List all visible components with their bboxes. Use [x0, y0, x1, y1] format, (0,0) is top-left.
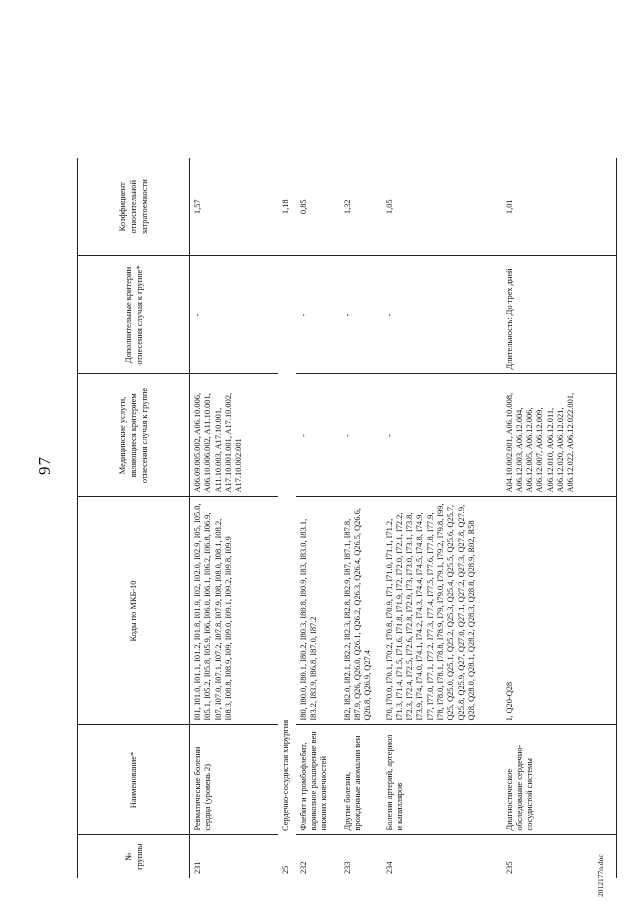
cell-services: A04.10.002.001, A06.10.008, A06.12.003, A06.12.004, A06.12.005, A06.12.006, A06.12.007, A06.12.009, A06.12.010, A06.12.011, A06.12.020, A06.12.021, A06.12.022, A06.12.022.001, [502, 374, 617, 497]
cell-section-name: Сердечно-сосудистая хирургия [280, 719, 290, 831]
table-row [340, 158, 382, 878]
cell-coef: 0,85 [296, 158, 340, 256]
cell-services: A06.09.005.002, A06.10.006, A06.10.006.002, A11.10.001, A11.10.003, A17.10.001, A17.10.001.001, A17.10.002, A17.10.002.001 [190, 374, 278, 497]
header-num: № группы [78, 835, 190, 878]
cell-codes: I80, I80.0, I80.1, I80.2, I80.3, I80.8, I80.9, I83, I83.0, I83.1, I83.2, I83.9, I86.8, I87.0, I87.2 [296, 497, 340, 725]
cell-services: - [340, 374, 382, 497]
header-criteria: Дополнительные критерии отнесения случая к группе* [78, 256, 190, 374]
cell-coef: 1,32 [340, 158, 382, 256]
cell-criteria: - [382, 256, 502, 374]
cell-num: 233 [342, 861, 352, 874]
header-services: Медицинские услуги, являющиеся критерием отнесения случая к группе [78, 374, 190, 497]
cell-criteria: Длительность: До трех дней [502, 256, 617, 374]
table-header-row [78, 158, 190, 878]
cell-num: 235 [502, 835, 617, 878]
cell-num: 234 [384, 861, 394, 874]
ksg-table [77, 158, 617, 878]
cell-coef: 1,05 [382, 158, 502, 256]
cell-services: - [296, 374, 340, 497]
cell-codes: I82, I82.0, I82.1, I82.2, I82.3, I82.8, I82.9, I87, I87.1, I87.8, I87.9, Q26, Q26.0, Q26.1, Q26.2, Q26.3, Q26.4, Q26.5, Q26.6, Q26.8, Q26.9, Q27.4 [340, 497, 382, 725]
table-row [296, 158, 340, 878]
table-row [382, 158, 502, 878]
header-coef: Коэффициент относительной затратоемкости [78, 158, 190, 256]
cell-num: 231 [193, 861, 202, 874]
cell-coef: 1,01 [502, 158, 617, 256]
header-name: Наименование* [78, 725, 190, 835]
cell-services: - [382, 374, 502, 497]
table-row [190, 158, 278, 878]
footer-filename: 2012177o.doc [596, 854, 605, 897]
table-row [502, 158, 617, 878]
cell-coef: 1,57 [190, 158, 278, 256]
cell-codes: I, Q20-Q28 [502, 497, 617, 725]
cell-name: Диагностическое обследование сердечно-сосудистой системы [502, 725, 617, 835]
cell-name: Другие болезни, врожденные аномалии вен [340, 725, 382, 835]
header-codes: Коды по МКБ-10 [78, 497, 190, 725]
cell-criteria: - [340, 256, 382, 374]
cell-criteria: - [190, 256, 278, 374]
cell-criteria: - [296, 256, 340, 374]
table-row [278, 158, 296, 878]
cell-name: Болезни артерий, артериол и капилляров [382, 725, 502, 835]
cell-codes: I01, I01.0, I01.1, I01.2, I01.8, I01.9, I02, I02.0, I02.9, I05, I05.0, I05.1, I05.2, I05.8, I05.9, I06, I06.0, I06.1, I06.2, I06.8, I06.9, I07, I07.0, I07.1, I07.2, I07.8, I07.9, I08, I08.0, I08.1, I08.2, I08.3, I08.8, I08.9, I09, I09.0, I09.1, I09.2, I09.8, I09.9 [190, 497, 278, 725]
cell-name: Ревматические болезни сердца (уровень 2) [190, 725, 278, 835]
cell-name: Флебит и тромбофлебит, варикозное расширение вен нижних конечностей [296, 725, 340, 835]
cell-codes: I70, I70.0, I70.1, I70.2, I70.8, I70.9, I71, I71.0, I71.1, I71.2, I71.3, I71.4, I71.5, I71.6, I71.8, I71.9, I72, I72.0, I72.1, I72.2, I72.3, I72.4, I72.5, I72.6, I72.8, I72.9, I73, I73.0, I73.1, I73.8, I73.9, I74, I74.0, I74.1, I74.2, I74.3, I74.4, I74.5, I74.8, I74.9, I77, I77.0, I77.1, I77.2, I77.3, I77.4, I77.5, I77.6, I77.8, I77.9, I78, I78.0, I78.1, I78.8, I78.9, I79, I79.0, I79.1, I79.2, I79.8, I99, Q25, Q25.0, Q25.1, Q25.2, Q25.3, Q25.4, Q25.5, Q25.6, Q25.7, Q25.8, Q25.9, Q27, Q27.0, Q27.1, Q27.2, Q27.3, Q27.8, Q27.9, Q28, Q28.0, Q28.1, Q28.2, Q28.3, Q28.8, Q28.9, R02, R58 [382, 497, 502, 725]
cell-num: 232 [298, 861, 308, 874]
cell-coef: 1,18 [278, 158, 296, 256]
cell-num: 25 [280, 865, 290, 874]
page-number: 97 [35, 456, 54, 475]
